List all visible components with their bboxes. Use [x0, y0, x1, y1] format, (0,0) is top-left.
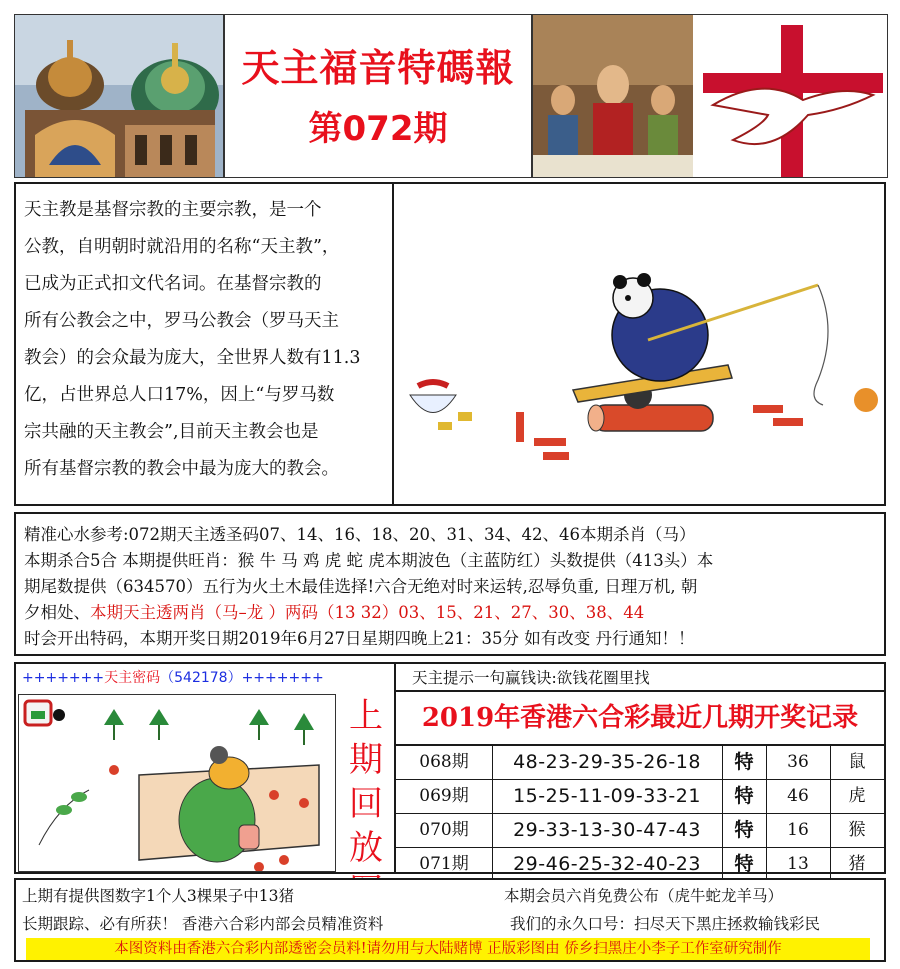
record-zodiac: 猴	[848, 820, 866, 840]
replay-char: 回	[349, 784, 383, 824]
lottery-section	[14, 662, 886, 874]
draw-record-title: 2019年香港六合彩最近几期开奖记录	[396, 692, 884, 746]
footer-section	[14, 878, 886, 962]
info-line	[24, 600, 876, 626]
issue-number: 第072期	[308, 109, 448, 149]
replay-char: 上	[349, 696, 383, 736]
info-line-prefix: 夕相处、	[24, 603, 90, 622]
intro-section	[14, 182, 886, 506]
table-row	[396, 780, 884, 814]
record-numbers: 15-25-11-09-33-21	[492, 780, 723, 813]
highlight-prediction: 本期天主透两肖（马–龙 ）两码（13 32）03、15、21、27、30、38、44	[90, 603, 645, 622]
record-period: 069期	[396, 780, 493, 813]
record-special-label: 特	[722, 848, 767, 881]
record-special-label: 特	[722, 746, 767, 779]
table-row	[396, 848, 884, 881]
plus-decoration: +++++++	[22, 670, 105, 686]
intro-line: 所有基督宗教的教会中最为庞大的教会。	[24, 459, 339, 479]
info-line: 时会开出特码，本期开奖日期2019年6月27日星期四晚上21：35分 如有改变 丹行通知！！	[24, 629, 695, 648]
church-photo	[14, 14, 224, 178]
record-numbers: 29-46-25-32-40-23	[492, 848, 723, 881]
record-numbers: 29-33-13-30-47-43	[492, 814, 723, 847]
footer-tracking-note: 长期跟踪、必有所获！ 香港六合彩内部会员精准资料	[22, 915, 384, 933]
intro-line: 亿，占世界总人口17%，因上“与罗马数	[24, 385, 335, 405]
footer-slogan: 我们的永久口号：扫尽天下黑庄拯救输钱彩民	[510, 915, 821, 933]
intro-text	[24, 192, 390, 488]
record-special-number: 36	[766, 746, 831, 779]
record-special-label: 特	[722, 780, 767, 813]
info-section	[14, 512, 886, 656]
secret-code-bar	[16, 664, 392, 692]
replay-char: 期	[349, 740, 383, 780]
footer-member-zodiacs: 本期会员六肖免费公布（虎牛蛇龙羊马）	[504, 887, 784, 905]
panda-fishing-illustration	[398, 190, 878, 498]
previous-issue-replay-label	[338, 694, 394, 874]
panda-icon	[398, 190, 878, 498]
person-by-wall-icon	[19, 695, 336, 872]
intro-line: 已成为正式扣文代名词。在基督宗教的	[24, 274, 322, 294]
record-zodiac: 猪	[848, 854, 866, 874]
record-period: 070期	[396, 814, 493, 847]
divider	[392, 184, 394, 504]
table-row	[396, 814, 884, 848]
record-special-number: 46	[766, 780, 831, 813]
last-supper-and-cross-illustration	[533, 15, 887, 177]
tip-text: 天主提示一句赢钱诀:欲钱花圈里找	[394, 664, 884, 692]
secret-code: （542178）	[160, 670, 242, 686]
record-period: 071期	[396, 848, 493, 881]
record-special-label: 特	[722, 814, 767, 847]
page-title: 天主福音特碼報	[241, 46, 515, 90]
record-special-number: 16	[766, 814, 831, 847]
intro-line: 公教，自明朝时就沿用的名称“天主教”，	[24, 237, 340, 257]
record-period: 068期	[396, 746, 493, 779]
info-line: 本期杀合5合 本期提供旺肖：猴 牛 马 鸡 虎 蛇 虎本期波色（主蓝防红）头数提供（413头）本	[24, 551, 714, 570]
info-text	[24, 522, 876, 652]
footer-disclaimer-bar: 本图资料由香港六合彩内部透密会员料!请勿用与大陆赌博 正版彩图由 侨乡扫黑庄小李子工作室研究制作	[26, 938, 870, 960]
church-dome-illustration	[15, 15, 223, 177]
table-row	[396, 746, 884, 780]
record-numbers: 48-23-29-35-26-18	[492, 746, 723, 779]
religious-image	[532, 14, 888, 178]
previous-issue-illustration	[18, 694, 336, 872]
plus-decoration: +++++++	[241, 670, 324, 686]
record-zodiac: 鼠	[848, 752, 866, 772]
footer-previous-result: 上期有提供图数字1个人3棵果子中13猪	[22, 887, 294, 905]
draw-record-table	[394, 692, 884, 875]
intro-line: 宗共融的天主教会”,目前天主教会也是	[24, 422, 319, 442]
replay-char: 放	[349, 828, 383, 868]
secret-label: 天主密码	[104, 670, 161, 686]
record-zodiac: 虎	[848, 786, 866, 806]
intro-line: 所有公教会之中，罗马公教会（罗马天主	[24, 311, 339, 331]
info-line: 期尾数提供（634570）五行为火土木最佳选择!六合无绝对时来运转,忍辱负重, 日理万机, 朝	[24, 577, 698, 596]
intro-line: 天主教是基督宗教的主要宗教，是一个	[24, 200, 322, 220]
info-line: 精准心水参考:072期天主透圣码07、14、16、18、20、31、34、42、46本期杀肖（马）	[24, 525, 696, 544]
title-panel	[224, 14, 532, 178]
record-special-number: 13	[766, 848, 831, 881]
intro-line: 教会）的会众最为庞大，全世界人数有11.3	[24, 348, 361, 368]
